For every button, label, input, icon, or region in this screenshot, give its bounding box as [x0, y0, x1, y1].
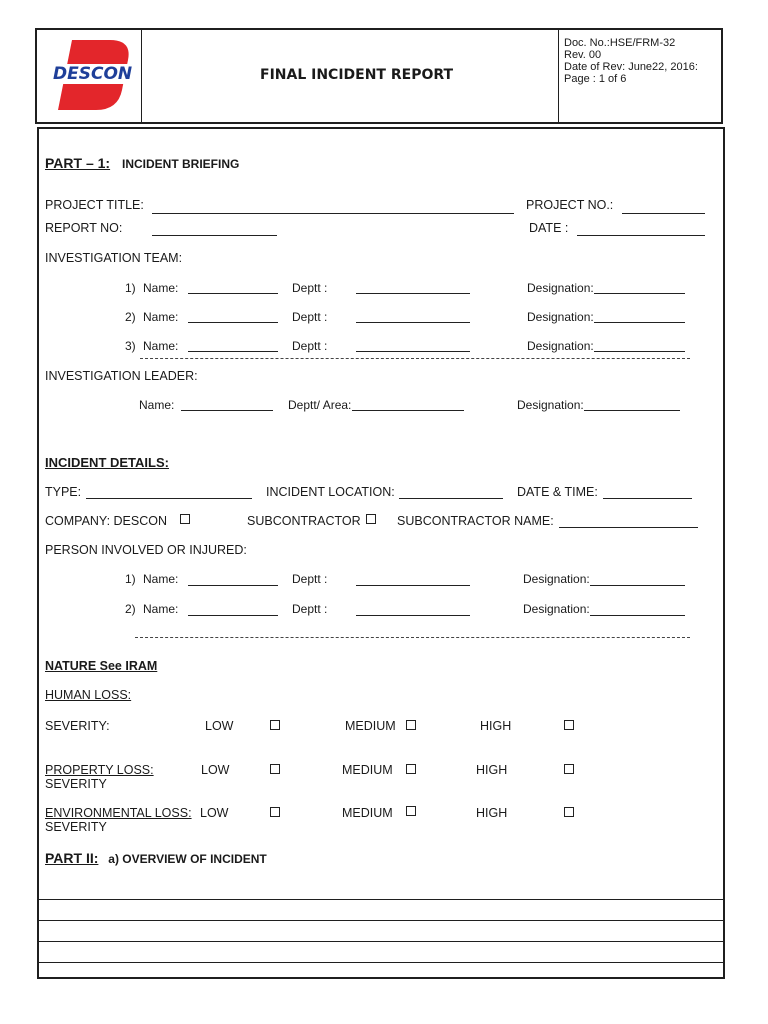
team-num: 3) — [125, 339, 136, 353]
descon-logo — [50, 38, 135, 114]
environmental-low-checkbox[interactable] — [270, 807, 280, 817]
investigation-team-label: INVESTIGATION TEAM: — [45, 251, 183, 265]
part1-title: INCIDENT BRIEFING — [121, 157, 240, 171]
person-name-label: Name: — [143, 572, 179, 586]
team-designation-label: Designation: — [527, 281, 594, 295]
person-name-label: Name: — [143, 602, 179, 616]
environmental-low-label: LOW — [200, 806, 229, 820]
report-no-field[interactable] — [152, 235, 277, 236]
type-field[interactable] — [86, 498, 252, 499]
leader-label: INVESTIGATION LEADER: — [45, 369, 198, 383]
team-num: 2) — [125, 310, 136, 324]
team-designation-field[interactable] — [594, 351, 685, 352]
environmental-loss-label: ENVIRONMENTAL LOSS: — [45, 806, 192, 820]
human-loss-label: HUMAN LOSS: — [45, 688, 132, 702]
person-name-field[interactable] — [188, 585, 278, 586]
doc-meta — [564, 37, 698, 85]
team-designation-label: Designation: — [527, 339, 594, 353]
team-dept-label: Deptt : — [292, 310, 328, 324]
logo-text: DESCON — [53, 64, 133, 84]
company-descon-checkbox[interactable] — [180, 514, 190, 524]
team-designation-field[interactable] — [594, 293, 685, 294]
person-designation-label: Designation: — [523, 572, 590, 586]
incident-location-label: INCIDENT LOCATION: — [266, 485, 395, 499]
date-field[interactable] — [577, 235, 705, 236]
team-num: 1) — [125, 281, 136, 295]
person-involved-label: PERSON INVOLVED OR INJURED: — [45, 543, 247, 557]
human-high-label: HIGH — [480, 719, 512, 733]
date-label: DATE : — [529, 221, 569, 235]
part2-label: PART II: — [45, 850, 99, 866]
page-number: Page : 1 of 6 — [564, 73, 627, 85]
property-medium-label: MEDIUM — [342, 763, 393, 777]
person-dept-field[interactable] — [356, 585, 470, 586]
date-of-rev: Date of Rev: June22, 2016: — [564, 61, 698, 73]
leader-name-label: Name: — [139, 398, 175, 412]
person-num: 1) — [125, 572, 136, 586]
property-low-label: LOW — [201, 763, 230, 777]
property-low-checkbox[interactable] — [270, 764, 280, 774]
person-dept-label: Deptt : — [292, 602, 328, 616]
team-name-field[interactable] — [188, 293, 278, 294]
rev: Rev. 00 — [564, 49, 602, 61]
person-separator — [135, 637, 690, 638]
header-divider-left — [141, 29, 142, 123]
report-no-label: REPORT NO: — [45, 221, 123, 235]
team-separator — [140, 358, 690, 359]
team-name-label: Name: — [143, 281, 179, 295]
person-name-field[interactable] — [188, 615, 278, 616]
subcontractor-name-label: SUBCONTRACTOR NAME: — [397, 514, 554, 528]
property-high-checkbox[interactable] — [564, 764, 574, 774]
person-designation-field[interactable] — [590, 585, 685, 586]
team-dept-label: Deptt : — [292, 339, 328, 353]
environmental-high-checkbox[interactable] — [564, 807, 574, 817]
team-name-field[interactable] — [188, 322, 278, 323]
team-dept-label: Deptt : — [292, 281, 328, 295]
property-medium-checkbox[interactable] — [406, 764, 416, 774]
team-designation-label: Designation: — [527, 310, 594, 324]
part1-heading — [45, 155, 239, 171]
nature-heading — [45, 659, 157, 673]
human-low-label: LOW — [205, 719, 234, 733]
overview-line-3[interactable] — [38, 941, 724, 942]
project-title-field[interactable] — [152, 213, 514, 214]
leader-designation-label: Designation: — [517, 398, 584, 412]
leader-dept-field[interactable] — [352, 410, 464, 411]
leader-designation-field[interactable] — [584, 410, 680, 411]
subcontractor-name-field[interactable] — [559, 527, 698, 528]
subcontractor-checkbox[interactable] — [366, 514, 376, 524]
team-dept-field[interactable] — [356, 293, 470, 294]
environmental-medium-checkbox[interactable] — [406, 806, 416, 816]
property-high-label: HIGH — [476, 763, 508, 777]
human-medium-label: MEDIUM — [345, 719, 396, 733]
date-time-label: DATE & TIME: — [517, 485, 598, 499]
person-dept-field[interactable] — [356, 615, 470, 616]
leader-name-field[interactable] — [181, 410, 273, 411]
incident-details-title: INCIDENT DETAILS: — [45, 455, 169, 470]
environmental-severity-label: SEVERITY — [45, 820, 107, 834]
human-high-checkbox[interactable] — [564, 720, 574, 730]
team-name-field[interactable] — [188, 351, 278, 352]
person-designation-label: Designation: — [523, 602, 590, 616]
severity-label: SEVERITY: — [45, 719, 110, 733]
date-time-field[interactable] — [603, 498, 692, 499]
overview-line-2[interactable] — [38, 920, 724, 921]
environmental-medium-label: MEDIUM — [342, 806, 393, 820]
team-dept-field[interactable] — [356, 351, 470, 352]
header-divider-right — [558, 29, 559, 123]
person-dept-label: Deptt : — [292, 572, 328, 586]
type-label: TYPE: — [45, 485, 82, 499]
part2-title: a) OVERVIEW OF INCIDENT — [108, 852, 267, 866]
project-no-field[interactable] — [622, 213, 705, 214]
part2-heading — [45, 850, 267, 866]
team-name-label: Name: — [143, 339, 179, 353]
part1-label: PART – 1: — [45, 155, 111, 171]
incident-location-field[interactable] — [399, 498, 503, 499]
environmental-high-label: HIGH — [476, 806, 508, 820]
person-num: 2) — [125, 602, 136, 616]
human-medium-checkbox[interactable] — [406, 720, 416, 730]
company-label: COMPANY: DESCON — [45, 514, 168, 528]
project-title-label: PROJECT TITLE: — [45, 198, 144, 212]
property-loss-label: PROPERTY LOSS: — [45, 763, 154, 777]
incident-details-heading — [45, 455, 169, 470]
doc-no: Doc. No.:HSE/FRM-32 — [564, 37, 676, 49]
subcontractor-label: SUBCONTRACTOR — [247, 514, 361, 528]
report-title: FINAL INCIDENT REPORT — [260, 67, 454, 83]
nature-title: NATURE See IRAM — [45, 659, 158, 673]
team-dept-field[interactable] — [356, 322, 470, 323]
leader-dept-label: Deptt/ Area: — [288, 398, 352, 412]
project-no-label: PROJECT NO.: — [526, 198, 614, 212]
team-designation-field[interactable] — [594, 322, 685, 323]
property-severity-label: SEVERITY — [45, 777, 107, 791]
person-designation-field[interactable] — [590, 615, 685, 616]
overview-line-1[interactable] — [38, 899, 724, 900]
team-name-label: Name: — [143, 310, 179, 324]
human-low-checkbox[interactable] — [270, 720, 280, 730]
overview-line-4[interactable] — [38, 962, 724, 963]
